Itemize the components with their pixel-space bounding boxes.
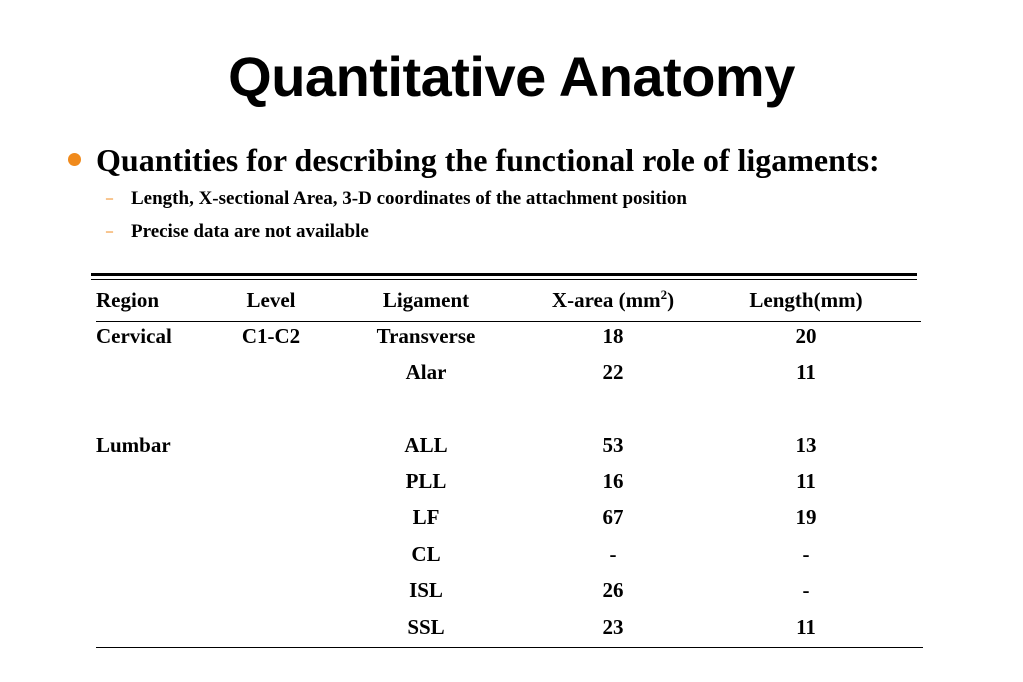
header-xarea — [552, 287, 674, 313]
cell-length: 13 — [795, 433, 817, 457]
cell-ligament: ALL — [404, 433, 448, 457]
table-bottom-rule — [96, 647, 923, 648]
sub-bullet-text: Precise data are not available — [131, 221, 369, 242]
cell-region: Lumbar — [96, 433, 171, 457]
cell-xarea: - — [609, 542, 617, 566]
cell-ligament: PLL — [405, 469, 447, 493]
cell-xarea: 26 — [602, 578, 624, 602]
cell-xarea: 23 — [602, 615, 624, 639]
header-length: Length(mm) — [749, 288, 863, 312]
header-ligament: Ligament — [382, 288, 470, 312]
cell-length: 11 — [796, 615, 816, 639]
cell-ligament: Transverse — [376, 324, 476, 348]
cell-xarea: 18 — [602, 324, 624, 348]
bullet-dot-icon — [68, 153, 81, 166]
bullet-main-text: Quantities for describing the functional role of ligaments: — [96, 142, 880, 178]
cell-length: - — [802, 542, 810, 566]
dash-bullet-icon: – — [106, 191, 113, 206]
cell-ligament: SSL — [407, 615, 445, 639]
cell-region: Cervical — [96, 324, 172, 348]
cell-xarea: 67 — [602, 505, 624, 529]
header-xarea-suffix: ) — [667, 288, 675, 312]
header-xarea-prefix: X-area (mm — [551, 288, 661, 312]
cell-level: C1-C2 — [241, 324, 301, 348]
cell-ligament: LF — [412, 505, 440, 529]
header-region: Region — [96, 288, 159, 312]
cell-ligament: ISL — [409, 578, 443, 602]
header-xarea-sup: 2 — [660, 287, 668, 302]
table-top-rule — [91, 273, 917, 276]
cell-xarea: 53 — [602, 433, 624, 457]
slide-title: Quantitative Anatomy — [228, 45, 795, 108]
cell-length: 11 — [796, 360, 816, 384]
cell-length: 20 — [795, 324, 817, 348]
table-header-rule — [96, 321, 921, 322]
cell-length: 11 — [796, 469, 816, 493]
dash-bullet-icon: – — [106, 224, 113, 239]
sub-bullet-text: Length, X-sectional Area, 3-D coordinates of the attachment position — [131, 188, 687, 209]
cell-length: 19 — [795, 505, 817, 529]
cell-xarea: 16 — [602, 469, 624, 493]
cell-ligament: CL — [411, 542, 441, 566]
cell-xarea: 22 — [602, 360, 624, 384]
table-top-rule-thin — [91, 279, 917, 280]
header-level: Level — [246, 288, 296, 312]
cell-ligament: Alar — [405, 360, 447, 384]
cell-length: - — [802, 578, 810, 602]
